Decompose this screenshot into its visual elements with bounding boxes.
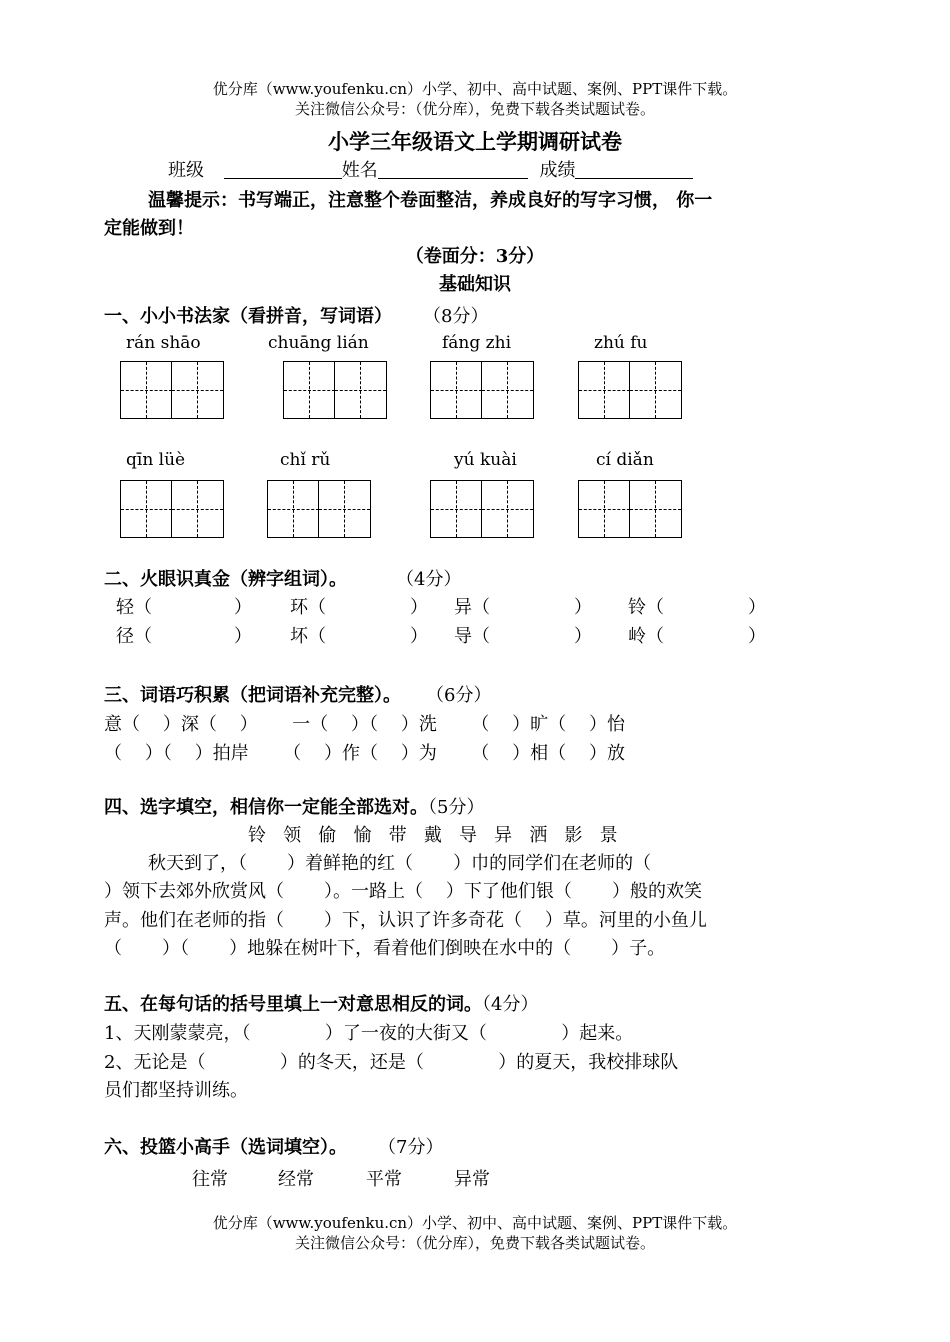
q6-word-1: 往常 bbox=[192, 1169, 228, 1190]
q2-paren-close: ） bbox=[748, 597, 766, 618]
writing-grid[interactable] bbox=[430, 480, 534, 538]
q2-word: 导（ bbox=[454, 626, 490, 647]
q5-points: （4分） bbox=[482, 994, 539, 1015]
q2-paren-close: ） bbox=[574, 626, 592, 647]
pinyin-8: cí diǎn bbox=[596, 450, 654, 470]
q2-word: 铃（ bbox=[628, 597, 664, 618]
site-footer-line1: 优分库（www.youfenku.cn）小学、初中、高中试题、案例、PPT课件下载。 bbox=[212, 1214, 738, 1232]
score-label: 成绩 bbox=[539, 160, 576, 181]
student-info-row bbox=[168, 156, 693, 182]
q3-points: （6分） bbox=[435, 685, 492, 706]
q1-title: 一、小小书法家（看拼音，写词语） bbox=[104, 306, 392, 327]
tip-line1: 温馨提示：书写端正，注意整个卷面整洁，养成良好的写字习惯， 你一 bbox=[148, 190, 713, 211]
q3-title: 三、词语巧积累（把词语补充完整）。 bbox=[104, 685, 401, 706]
q2-word: 轻（ bbox=[116, 597, 152, 618]
q6-points: （7分） bbox=[387, 1137, 444, 1158]
section-title: 基础知识 bbox=[439, 274, 511, 295]
q6-word-4: 异常 bbox=[454, 1169, 490, 1190]
q3-line1: 意（ ）深（ ） 一（ ）（ ）洗 （ ）旷（ ）怡 bbox=[104, 714, 625, 735]
pinyin-2: chuāng lián bbox=[268, 333, 369, 353]
writing-grid[interactable] bbox=[120, 480, 224, 538]
q2-word: 径（ bbox=[116, 626, 152, 647]
pinyin-3: fáng zhi bbox=[442, 333, 512, 353]
q6-word-3: 平常 bbox=[366, 1169, 402, 1190]
q2-paren-close: ） bbox=[234, 626, 252, 647]
site-footer-line2: 关注微信公众号：（优分库），免费下载各类试题试卷。 bbox=[294, 1234, 655, 1252]
writing-grid[interactable] bbox=[267, 480, 371, 538]
q2-word: 环（ bbox=[290, 597, 326, 618]
q4-points: （5分） bbox=[428, 797, 485, 818]
q6-heading bbox=[104, 1133, 443, 1159]
q3-line2: （ ）（ ）拍岸 （ ）作（ ）为 （ ）相（ ）放 bbox=[104, 743, 625, 764]
writing-grid[interactable] bbox=[578, 361, 682, 419]
name-label: 姓名 bbox=[341, 160, 378, 181]
q2-heading bbox=[104, 565, 461, 591]
q5-sentence2: 2、无论是（ ）的冬天，还是（ ）的夏天，我校排球队 bbox=[104, 1052, 679, 1073]
q4-char-bank: 铃 领 偷 愉 带 戴 导 异 洒 影 景 bbox=[248, 825, 618, 846]
q4-para-line4: （ ）（ ）地躲在树叶下，看着他们倒映在水中的（ ）子。 bbox=[104, 938, 666, 959]
q4-para-line2: ）领下去郊外欣赏风（ ）。一路上（ ）下了他们银（ ）般的欢笑 bbox=[104, 881, 702, 902]
q2-paren-close: ） bbox=[410, 597, 428, 618]
q5-sentence2-cont: 员们都坚持训练。 bbox=[104, 1080, 248, 1101]
q2-paren-close: ） bbox=[748, 626, 766, 647]
q4-heading bbox=[104, 793, 484, 819]
q2-word: 坏（ bbox=[290, 626, 326, 647]
pinyin-4: zhú fu bbox=[594, 333, 648, 353]
site-header-line1: 优分库（www.youfenku.cn）小学、初中、高中试题、案例、PPT课件下载。 bbox=[212, 80, 738, 98]
q5-heading bbox=[104, 990, 538, 1016]
q2-word: 异（ bbox=[454, 597, 490, 618]
pinyin-1: rán shāo bbox=[126, 333, 201, 353]
q4-para-line3: 声。他们在老师的指（ ）下，认识了许多奇花（ ）草。河里的小鱼儿 bbox=[104, 910, 707, 931]
tip-line2: 定能做到！ bbox=[104, 218, 194, 239]
q6-title: 六、投篮小高手（选词填空）。 bbox=[104, 1137, 347, 1158]
q4-para-line1: 秋天到了，（ ）着鲜艳的红（ ）巾的同学们在老师的（ bbox=[148, 853, 652, 874]
writing-grid[interactable] bbox=[283, 361, 387, 419]
q1-heading bbox=[104, 302, 488, 328]
score-field[interactable] bbox=[575, 160, 693, 179]
q2-paren-close: ） bbox=[410, 626, 428, 647]
q2-points: （4分） bbox=[405, 569, 462, 590]
writing-grid[interactable] bbox=[578, 480, 682, 538]
q3-heading bbox=[104, 681, 491, 707]
q4-title: 四、选字填空，相信你一定能全部选对。 bbox=[104, 797, 428, 818]
class-field[interactable] bbox=[224, 160, 342, 179]
q1-points: （8分） bbox=[432, 306, 489, 327]
q2-paren-close: ） bbox=[234, 597, 252, 618]
page-title: 小学三年级语文上学期调研试卷 bbox=[328, 129, 622, 154]
name-field[interactable] bbox=[378, 160, 528, 179]
q5-sentence1: 1、天刚蒙蒙亮，（ ）了一夜的大街又（ ）起来。 bbox=[104, 1023, 634, 1044]
writing-grid[interactable] bbox=[120, 361, 224, 419]
class-label: 班级 bbox=[168, 160, 204, 181]
paper-score: （卷面分：3分） bbox=[405, 246, 545, 267]
q2-paren-close: ） bbox=[574, 597, 592, 618]
q6-word-2: 经常 bbox=[278, 1169, 314, 1190]
site-header-line2: 关注微信公众号：（优分库），免费下载各类试题试卷。 bbox=[294, 100, 655, 118]
pinyin-7: yú kuài bbox=[454, 450, 517, 470]
pinyin-6: chǐ rǔ bbox=[280, 450, 331, 470]
pinyin-5: qīn lüè bbox=[126, 450, 186, 470]
q2-word: 岭（ bbox=[628, 626, 664, 647]
q2-title: 二、火眼识真金（辨字组词）。 bbox=[104, 569, 347, 590]
writing-grid[interactable] bbox=[430, 361, 534, 419]
q5-title: 五、在每句话的括号里填上一对意思相反的词。 bbox=[104, 994, 482, 1015]
